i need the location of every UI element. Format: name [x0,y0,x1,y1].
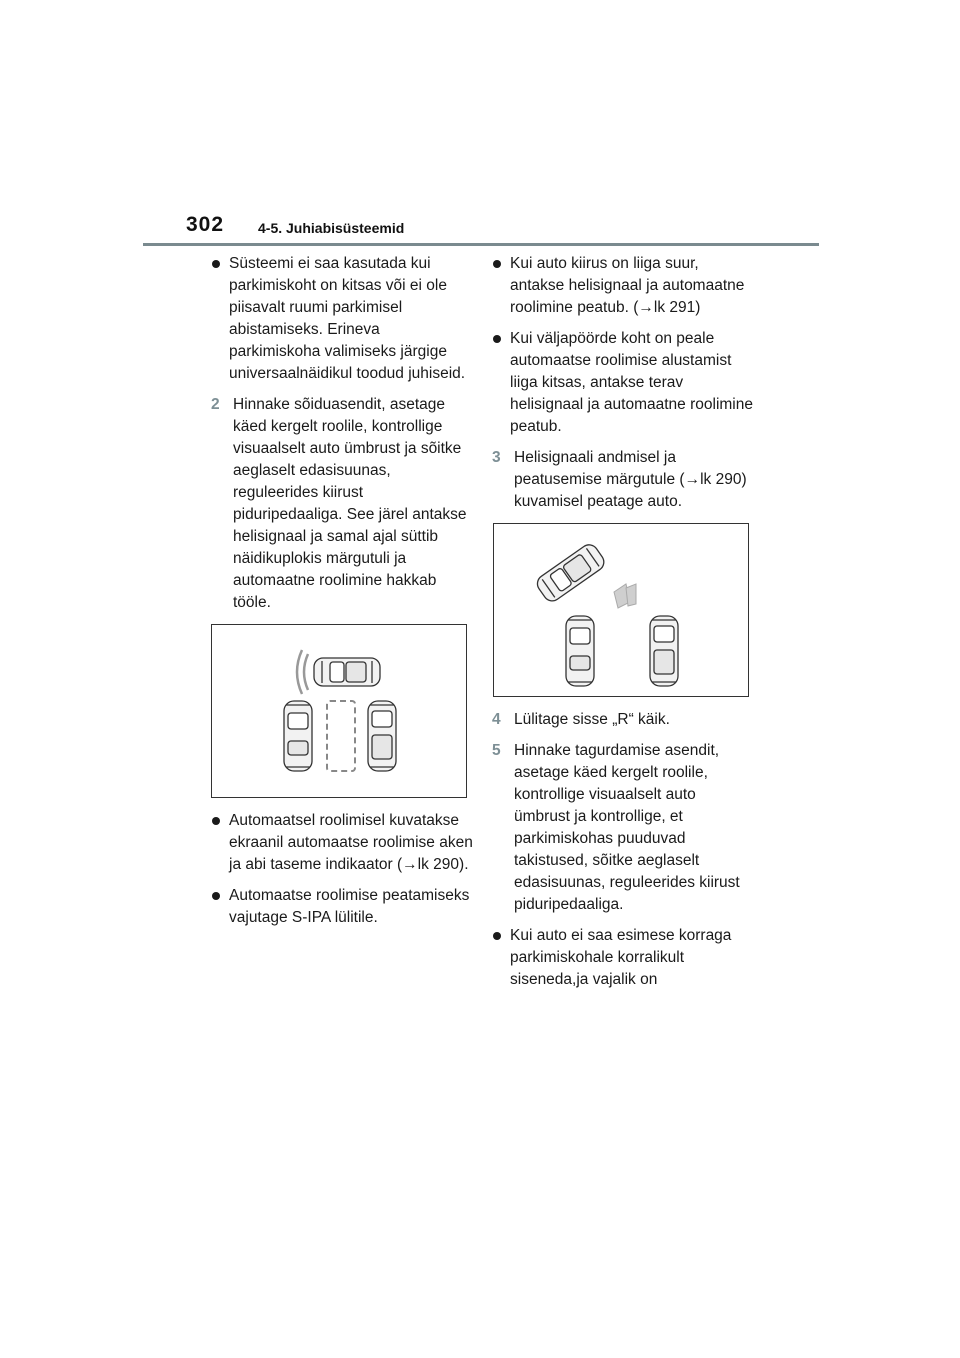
step-text: Hinnake sõiduasendit, asetage käed kergelt roolile, kontrollige visuaalselt auto ümbrust ja sõitke aeglaselt edasisuunas, reguleerides kiirust piduripedaaliga. See järel antakse helisignaal ja samal ajal süttib näidikuplokis märgutuli ja automaatne roolimine hakkab tööle. [233,396,467,611]
bullet-icon [212,817,220,825]
parking-illustration-stop [493,523,749,697]
bullet-icon [493,335,501,343]
step-text: Helisignaali andmisel ja peatusemise märgutule (→lk 290) kuvamisel peatage auto. [514,449,747,510]
parked-car-right-icon [368,701,396,771]
own-car-icon [534,541,607,604]
bullet-icon [493,932,501,940]
motion-arrow-icon [614,584,636,608]
target-parking-spot [327,701,355,771]
bullet-text: Kui auto kiirus on liiga suur, antakse helisignaal ja automaatne roolimine peatub. (→lk 291) [510,255,745,316]
bullet-item [492,925,754,991]
header-rule [143,243,819,246]
page-number: 302 [186,213,225,236]
bullet-item [492,253,754,319]
own-car-icon [314,658,380,686]
step-number: 5 [492,742,501,759]
parking-illustration-start [211,624,467,798]
step-item [492,740,754,916]
right-column [492,253,754,1000]
bullet-item [211,885,473,929]
bullet-text: Kui auto ei saa esimese korraga parkimiskohale korralikult siseneda,ja vajalik on [510,927,732,988]
parked-car-right-icon [650,616,678,686]
bullet-text: Automaatse roolimise peatamiseks vajutage S-IPA lülitile. [229,887,470,926]
step-number: 2 [211,396,220,413]
section-title: 4-5. Juhiabisüsteemid [258,220,405,236]
step-item [492,447,754,513]
step-number: 4 [492,711,501,728]
bullet-text: Süsteemi ei saa kasutada kui parkimiskoht on kitsas või ei ole piisavalt ruumi parkimisel abistamiseks. Erineva parkimiskoha valimiseks järgige universaalnäidikul toodud juhiseid. [229,255,466,382]
parked-car-left-icon [284,701,312,771]
step-text: Hinnake tagurdamise asendit, asetage käed kergelt roolile, kontrollige visuaalselt auto ümbrust ja kontrollige, et parkimiskohas puuduvad takistused, sõitke aeglaselt edasisuunas, reguleerides kiirust piduripedaaliga. [514,742,740,913]
step-item [211,394,473,614]
bullet-item [211,810,473,876]
left-column [211,253,473,938]
step-number: 3 [492,449,501,466]
bullet-item [211,253,473,385]
step-text: Lülitage sisse „R“ käik. [514,711,670,728]
bullet-text: Automaatsel roolimisel kuvatakse ekraanil automaatse roolimise aken ja abi taseme indikaator (→lk 290). [229,812,473,873]
parking-cars-illustration [494,524,748,696]
bullet-item [492,328,754,438]
step-item [492,709,754,731]
bullet-icon [493,260,501,268]
bullet-icon [212,260,220,268]
parking-cars-illustration [212,625,466,797]
bullet-icon [212,892,220,900]
bullet-text: Kui väljapöörde koht on peale automaatse roolimise alustamist liiga kitsas, antakse terav helisignaal ja automaatne roolimine peatub. [510,330,753,435]
parked-car-left-icon [566,616,594,686]
